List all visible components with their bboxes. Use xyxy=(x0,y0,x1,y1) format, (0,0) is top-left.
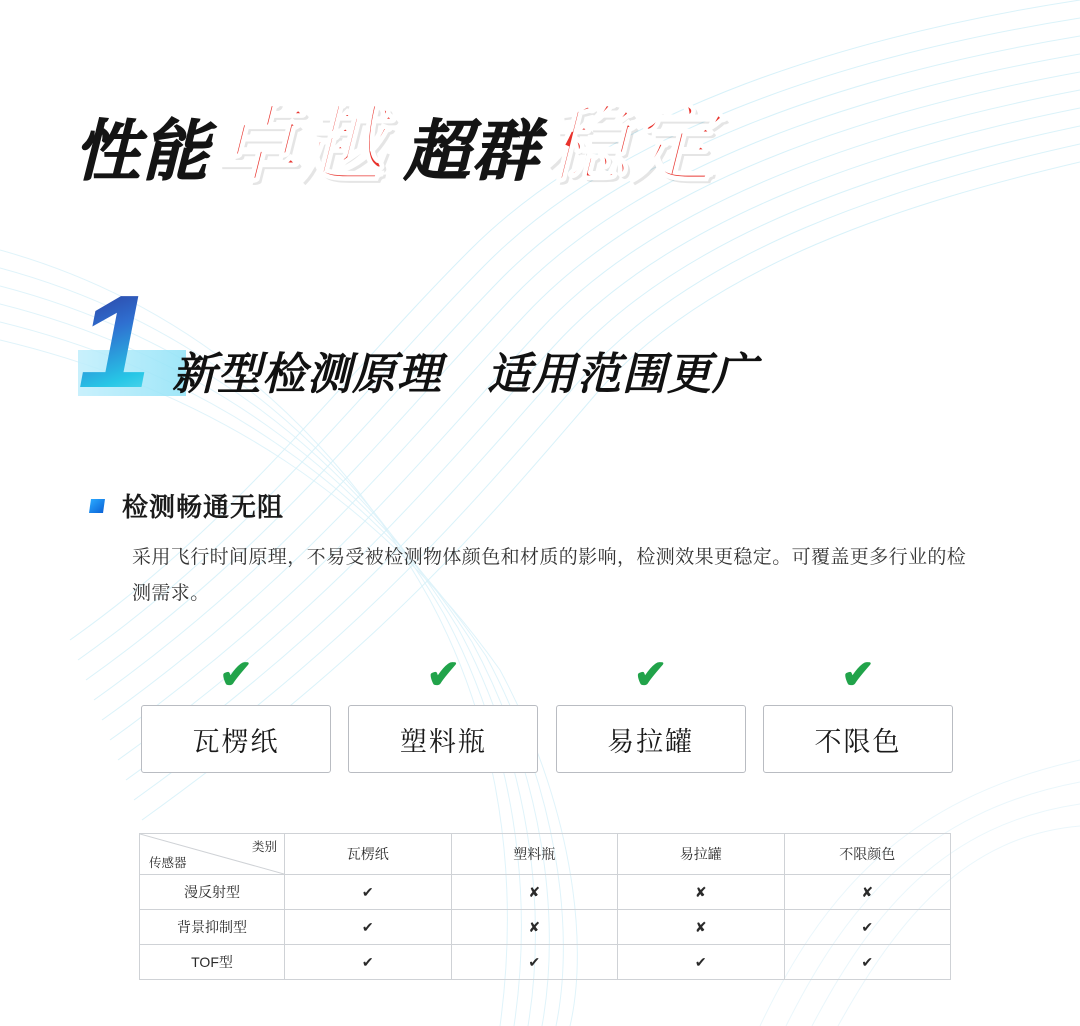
table-cell-mark: ✘ xyxy=(451,910,618,945)
headline-part-4: 稳定 xyxy=(544,98,717,192)
table-col-header: 不限颜色 xyxy=(784,834,951,875)
comparison-table-wrapper xyxy=(139,833,951,980)
section-title: 新型检测原理 适用范围更广 xyxy=(172,350,757,399)
table-col-header: 塑料瓶 xyxy=(451,834,618,875)
table-cell-mark: ✔ xyxy=(285,875,452,910)
table-row xyxy=(140,910,951,945)
table-cell-mark: ✘ xyxy=(618,910,785,945)
subsection-body-text: 采用飞行时间原理，不易受被检测物体颜色和材质的影响，检测效果更稳定。可覆盖更多行业的检测需求。 xyxy=(132,547,967,604)
material-card xyxy=(764,655,952,773)
table-cell-mark: ✔ xyxy=(451,945,618,980)
comparison-table xyxy=(139,833,951,980)
material-card-list xyxy=(142,655,952,773)
table-cell-mark: ✘ xyxy=(618,875,785,910)
check-icon: ✔ xyxy=(841,653,875,697)
headline-part-3: 超群 xyxy=(404,114,541,188)
table-row-label: TOF型 xyxy=(140,945,285,980)
subsection-heading xyxy=(90,487,284,524)
table-row-label: 漫反射型 xyxy=(140,875,285,910)
page-headline xyxy=(74,78,720,199)
table-cell-mark: ✘ xyxy=(451,875,618,910)
material-card xyxy=(349,655,537,773)
material-card-label: 不限色 xyxy=(763,705,953,773)
table-col-header: 易拉罐 xyxy=(618,834,785,875)
material-card xyxy=(142,655,330,773)
section-number: 1 xyxy=(78,268,152,415)
check-icon: ✔ xyxy=(426,653,461,697)
corner-column-label: 类别 xyxy=(251,840,277,854)
table-cell-mark: ✔ xyxy=(784,910,951,945)
table-cell-mark: ✔ xyxy=(285,945,452,980)
corner-row-label: 传感器 xyxy=(149,856,187,870)
headline-part-2: 卓越 xyxy=(214,98,387,192)
material-card-label: 易拉罐 xyxy=(556,705,746,773)
table-header-row xyxy=(140,834,951,875)
check-icon: ✔ xyxy=(219,653,253,697)
table-cell-mark: ✔ xyxy=(618,945,785,980)
table-row xyxy=(140,875,951,910)
table-cell-mark: ✘ xyxy=(784,875,951,910)
check-icon: ✔ xyxy=(633,653,668,697)
material-card xyxy=(557,655,745,773)
table-cell-mark: ✔ xyxy=(285,910,452,945)
table-cell-mark: ✔ xyxy=(784,945,951,980)
subsection-heading-label: 检测畅通无阻 xyxy=(122,492,285,522)
headline-part-1: 性能 xyxy=(74,114,210,188)
material-card-label: 塑料瓶 xyxy=(348,705,538,773)
material-card-label: 瓦楞纸 xyxy=(141,705,331,773)
table-row xyxy=(140,945,951,980)
table-col-header: 瓦楞纸 xyxy=(285,834,452,875)
table-corner-cell xyxy=(140,834,285,875)
table-row-label: 背景抑制型 xyxy=(140,910,285,945)
square-bullet-icon xyxy=(89,499,105,513)
